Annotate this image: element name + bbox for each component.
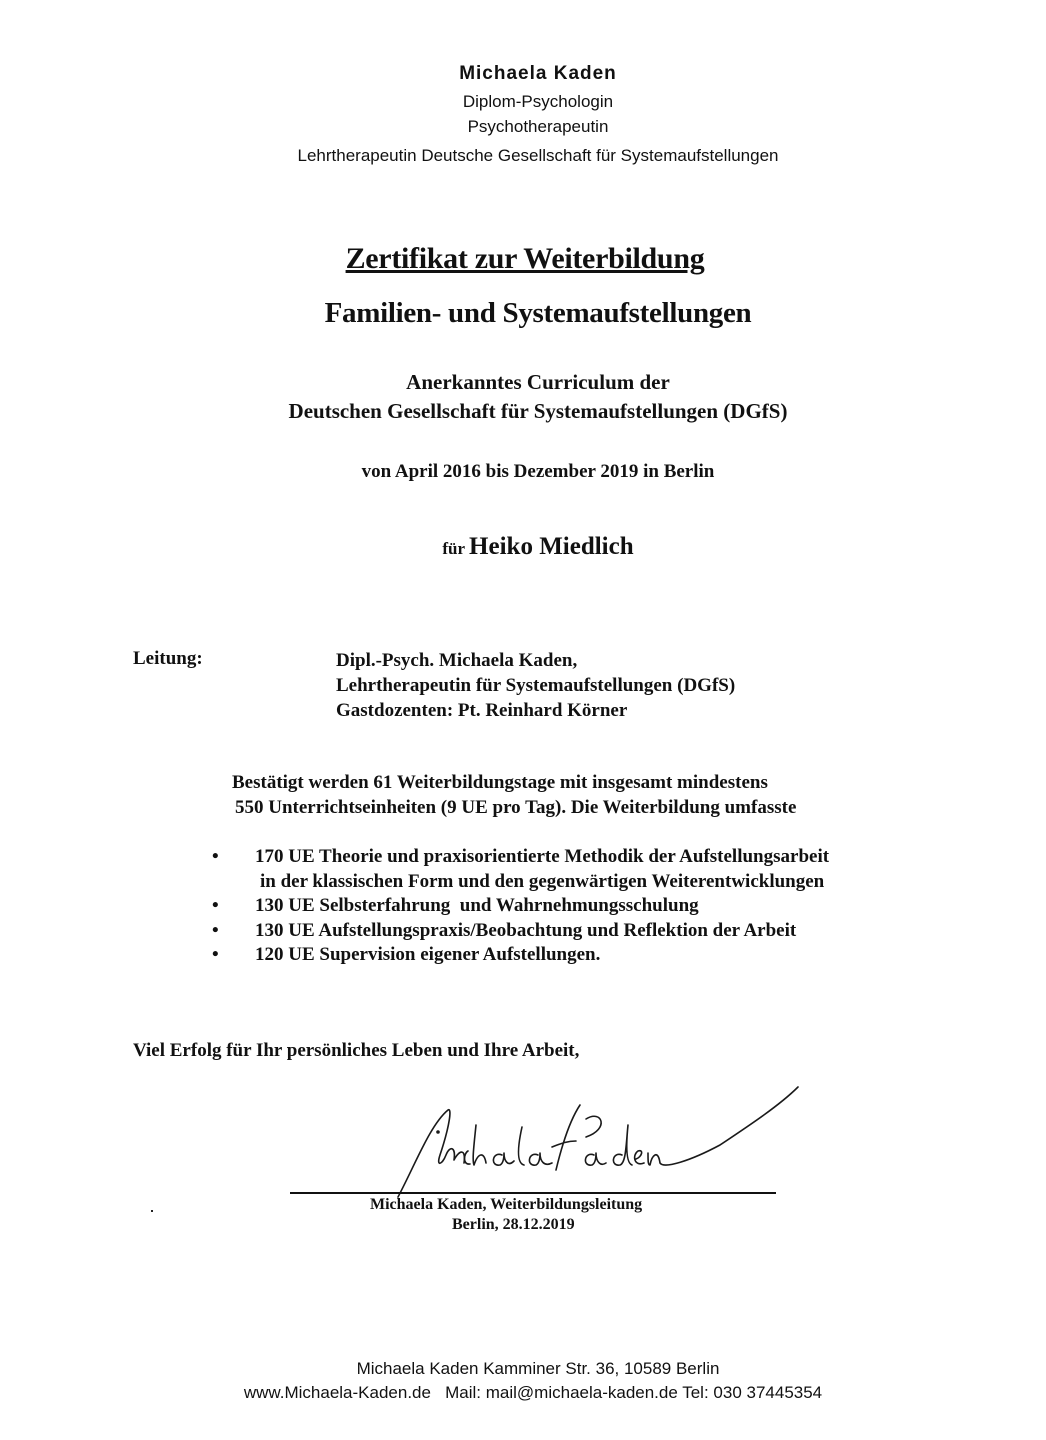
list-item-continuation (212, 870, 829, 895)
list-item (212, 943, 829, 968)
letterhead-title-2: Psychotherapeutin (467, 117, 609, 136)
confirmation-text (232, 770, 796, 820)
bullet-icon: • (212, 919, 219, 941)
curriculum-line-2: Deutschen Gesellschaft für Systemaufstellungen (DGfS) (288, 399, 788, 423)
confirmation-line-2: 550 Unterrichtseinheiten (9 UE pro Tag). Die Weiterbildung umfasste (235, 797, 797, 818)
module-text: 130 UE Aufstellungspraxis/Beobachtung und Reflektion der Arbeit (255, 919, 797, 941)
recipient (0, 533, 1046, 561)
curriculum-line-1: Anerkanntes Curriculum der (406, 370, 670, 394)
module-text: 170 UE Theorie und praxisorientierte Methodik der Aufstellungsarbeit (255, 846, 830, 867)
certificate-subtitle: Familien- und Systemaufstellungen (324, 297, 752, 329)
leitung-label: Leitung: (133, 648, 203, 669)
footer-address: Michaela Kaden Kamminer Str. 36, 10589 Berlin (356, 1359, 720, 1378)
scan-speck (151, 1210, 153, 1212)
certificate-title: Zertifikat zur Weiterbildung (345, 242, 705, 275)
leitung-line: Dipl.-Psych. Michaela Kaden, (336, 650, 578, 671)
leitung-line: Gastdozenten: Pt. Reinhard Körner (336, 700, 628, 721)
letterhead-title-3: Lehrtherapeutin Deutsche Gesellschaft für Systemaufstellungen (297, 146, 779, 165)
module-text: 120 UE Supervision eigener Aufstellungen. (255, 944, 601, 965)
confirmation-line-1: Bestätigt werden 61 Weiterbildungstage mit insgesamt mindestens (232, 772, 768, 793)
bullet-icon: • (212, 895, 219, 916)
recipient-name: Heiko Miedlich (469, 533, 634, 560)
closing-greeting: Viel Erfolg für Ihr persönliches Leben und Ihre Arbeit, (133, 1040, 580, 1061)
module-continuation: in der klassischen Form und den gegenwärtigen Weiterentwicklungen (260, 870, 825, 892)
module-text: 130 UE Selbsterfahrung und Wahrnehmungsschulung (255, 895, 699, 916)
signature-line (290, 1192, 776, 1194)
module-list (212, 845, 829, 968)
list-item (212, 919, 829, 944)
signature-place-date: Berlin, 28.12.2019 (452, 1216, 575, 1233)
letterhead-name: Michaela Kaden (459, 63, 617, 84)
signatory-name: Michaela Kaden, Weiterbildungsleitung (370, 1196, 643, 1213)
leitung-details (336, 648, 735, 723)
signature-icon (390, 1085, 810, 1200)
list-item (212, 894, 829, 919)
bullet-icon: • (212, 846, 219, 867)
leitung-line: Lehrtherapeutin für Systemaufstellungen (DGfS) (336, 675, 736, 696)
bullet-icon: • (212, 944, 219, 965)
training-period: von April 2016 bis Dezember 2019 in Berlin (361, 461, 715, 482)
recipient-prefix: für (442, 539, 466, 558)
footer-contact: www.Michaela-Kaden.de Mail: mail@michaela-kaden.de Tel: 030 37445354 (243, 1383, 823, 1402)
letterhead-title-1: Diplom-Psychologin (462, 92, 614, 111)
list-item (212, 845, 829, 870)
